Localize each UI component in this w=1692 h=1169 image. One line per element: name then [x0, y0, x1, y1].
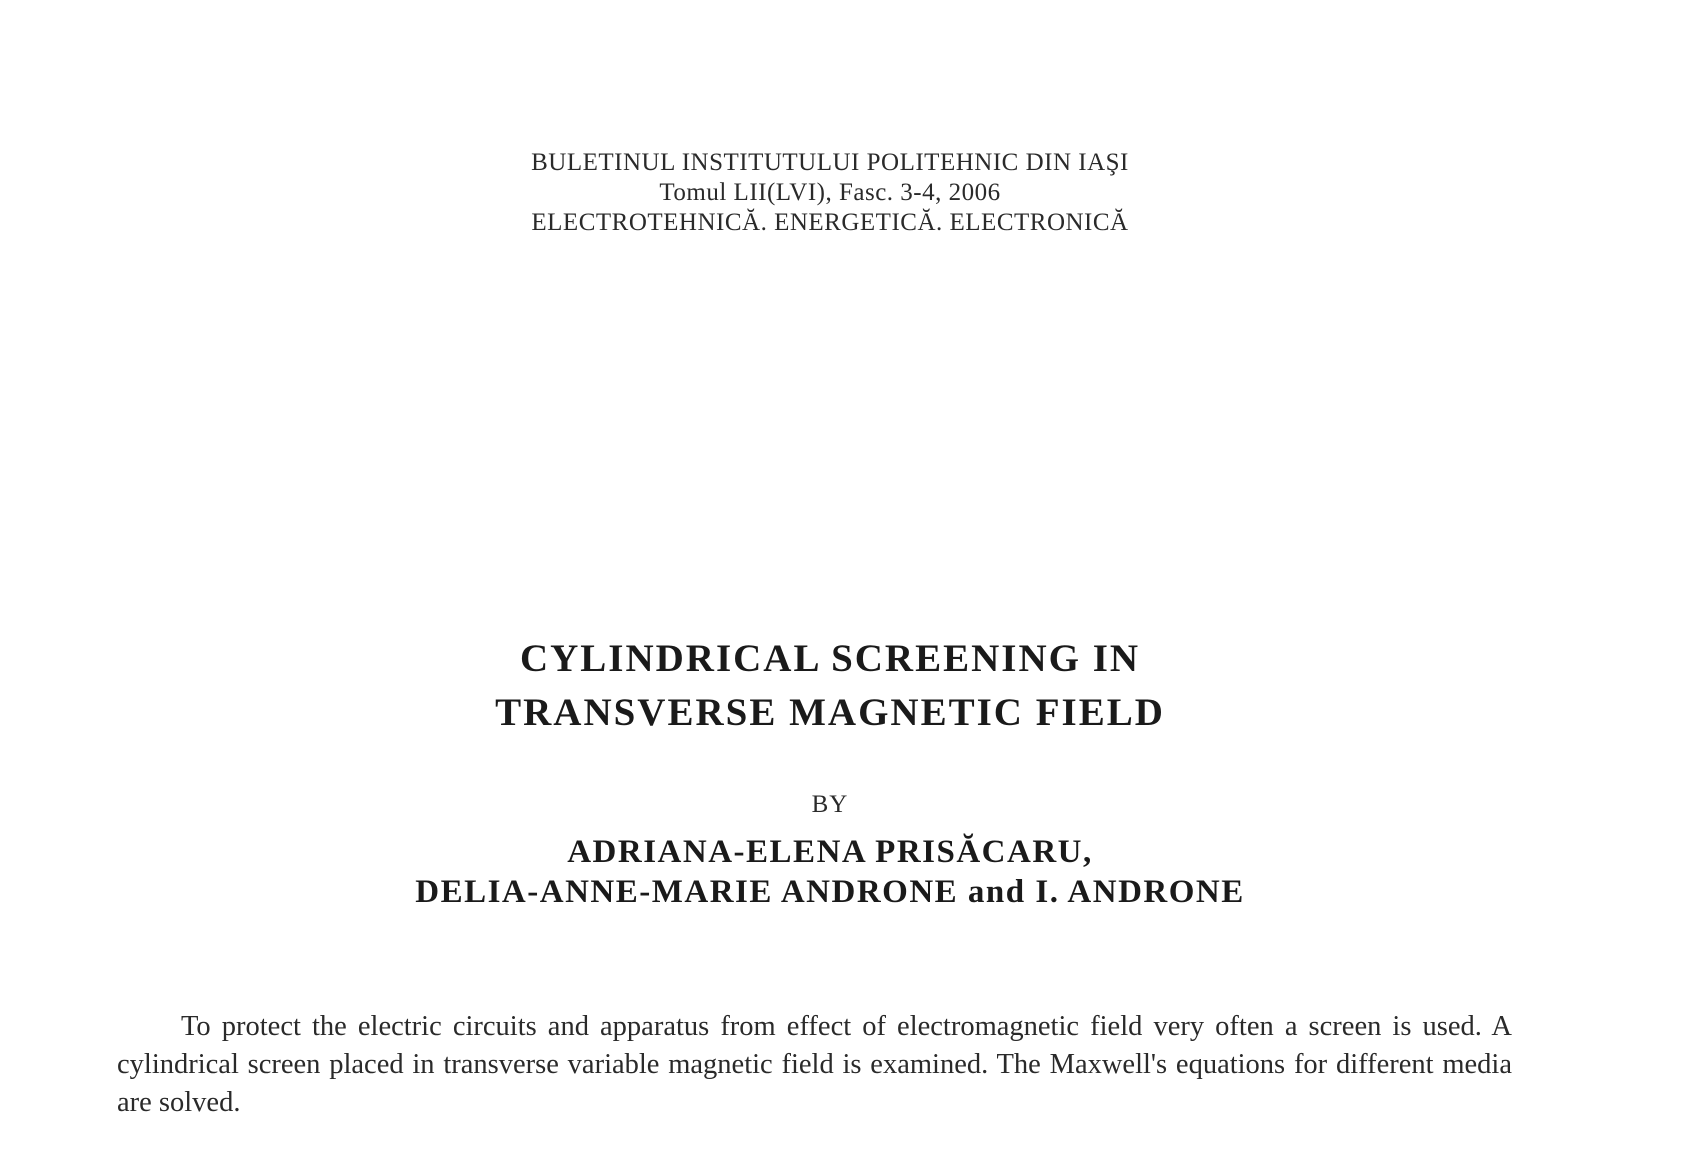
paper-title	[0, 632, 1660, 740]
abstract-text: To protect the electric circuits and apparatus from effect of electromagnetic field very often a screen is used. A cylindrical screen placed in transverse variable magnetic field is examined. The Maxwell's equations for different media are solved.	[117, 1011, 1512, 1118]
journal-section: ELECTROTEHNICĂ. ENERGETICĂ. ELECTRONICĂ	[531, 209, 1129, 236]
byline: BY	[811, 791, 849, 818]
title-line-1: CYLINDRICAL SCREENING IN	[519, 637, 1141, 680]
authors-line-1: ADRIANA-ELENA PRISĂCARU,	[567, 834, 1093, 870]
journal-volume: Tomul LII(LVI), Fasc. 3-4, 2006	[659, 179, 1001, 206]
journal-name: BULETINUL INSTITUTULUI POLITEHNIC DIN IAŞI	[531, 149, 1129, 176]
journal-header	[0, 148, 1660, 238]
authors-line-2: DELIA-ANNE-MARIE ANDRONE and I. ANDRONE	[415, 874, 1245, 910]
title-line-2: TRANSVERSE MAGNETIC FIELD	[495, 691, 1165, 734]
author-list	[0, 832, 1660, 912]
